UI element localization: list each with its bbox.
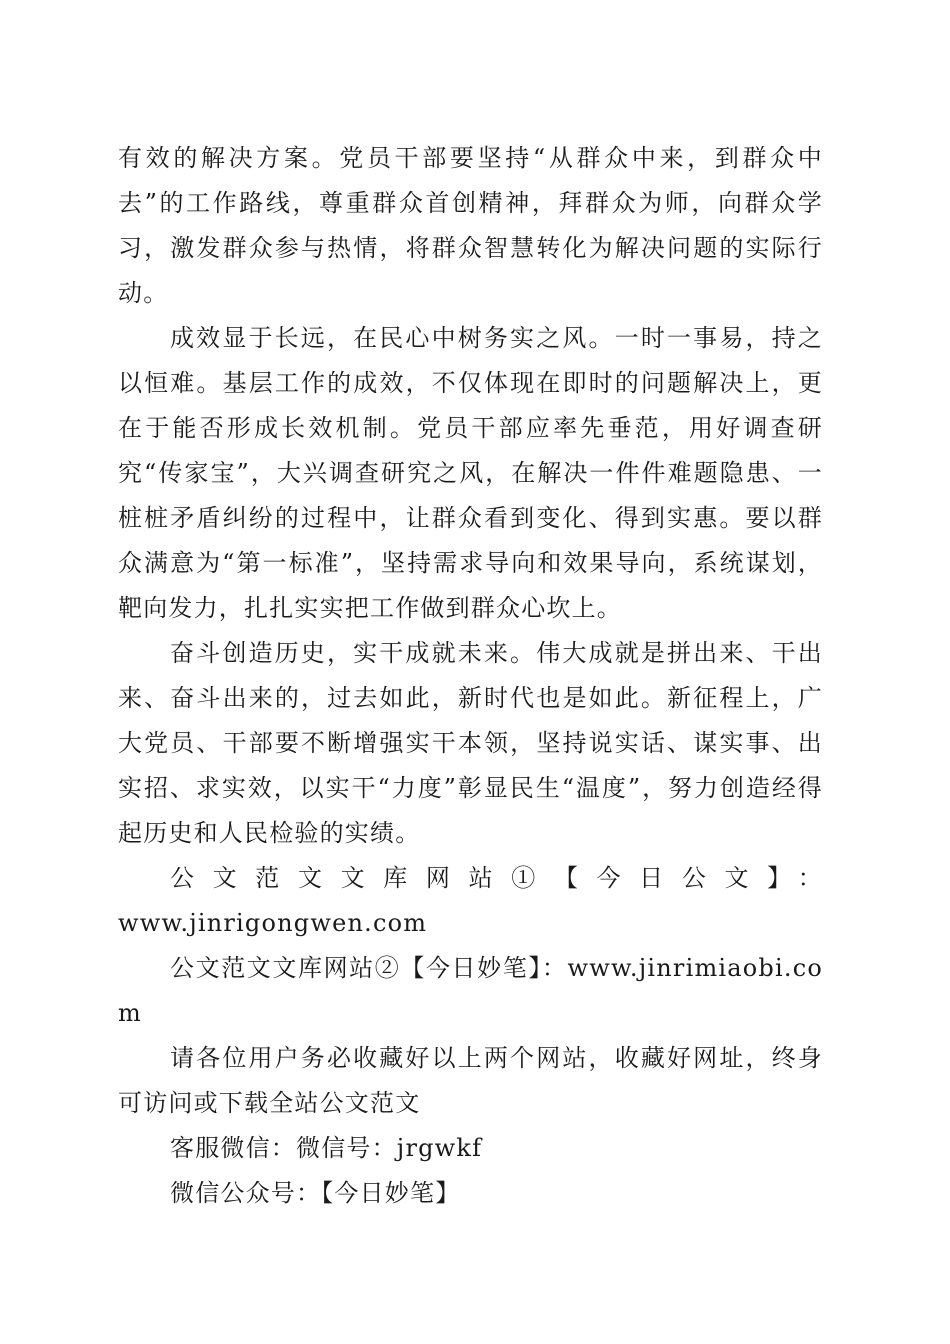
paragraph-continuation: 有效的解决方案。党员干部要坚持“从群众中来，到群众中去”的工作路线，尊重群众首创精神，拜群众为师，向群众学习，激发群众参与热情，将群众智慧转化为解决问题的实际行动。 [118,144,823,307]
wechat-service: 客服微信：微信号：jrgwkf [170,1134,483,1162]
site1-label: 公文范文文库网站①【今日公文】： [170,864,823,892]
wechat-official-account: 微信公众号：【今日妙笔】 [170,1179,461,1207]
bookmark-reminder: 请各位用户务必收藏好以上两个网站，收藏好网址，终身可访问或下载全站公文范文 [118,1044,823,1117]
paragraph-struggle: 奋斗创造历史，实干成就未来。伟大成就是拼出来、干出来、奋斗出来的，过去如此，新时代也是如此。新征程上，广大党员、干部要不断增强实干本领，坚持说实话、谋实事、出实招、求实效，以实干“力度”彰显民生“温度”，努力创造经得起历史和人民检验的实绩。 [118,639,823,847]
site1-url[interactable]: www.jinrigongwen.com [118,909,428,937]
paragraph-results: 成效显于长远，在民心中树务实之风。一时一事易，持之以恒难。基层工作的成效，不仅体现在即时的问题解决上，更在于能否形成长效机制。党员干部应率先垂范，用好调查研究“传家宝”，大兴调查研究之风，在解决一件件难题隐患、一桩桩矛盾纠纷的过程中，让群众看到变化、得到实惠。要以群众满意为“第一标准”，坚持需求导向和效果导向，系统谋划，靶向发力，扎扎实实把工作做到群众心坎上。 [118,324,823,622]
site2-line[interactable]: 公文范文文库网站②【今日妙笔】：www.jinrimiaobi.com [118,954,823,1027]
document-page [118,136,823,1216]
